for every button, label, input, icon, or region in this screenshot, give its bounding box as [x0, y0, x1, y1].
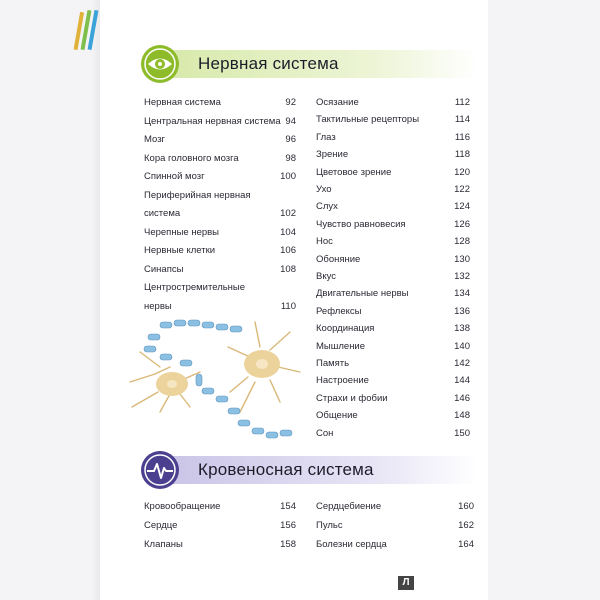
section-header-nervous: [140, 46, 478, 82]
toc-entry-title: Кровообращение: [144, 501, 221, 512]
toc-entry-title: Глаз: [316, 131, 336, 143]
toc-entry-title: Двигательные нервы: [316, 288, 409, 300]
toc-entry-page-number: 128: [454, 236, 470, 248]
toc-entry-title: Мозг: [144, 134, 166, 145]
toc-entry-page-number: 136: [454, 305, 470, 317]
toc-entry[interactable]: [316, 148, 470, 165]
toc-entry-title: Вкус: [316, 271, 336, 282]
toc-entry[interactable]: [316, 519, 474, 538]
toc-entry-title: Страхи и фобии: [316, 392, 388, 404]
toc-entry-title: Пульс: [316, 520, 343, 531]
toc-entry[interactable]: [144, 189, 296, 226]
toc-entry[interactable]: [144, 263, 296, 282]
toc-entry[interactable]: [316, 357, 470, 374]
toc-entry-page-number: 164: [458, 539, 474, 550]
toc-entry-page-number: 116: [454, 131, 470, 143]
toc-entry-page-number: 100: [280, 171, 296, 182]
toc-entry-title: Слух: [316, 201, 338, 213]
toc-entry-title: Спинной мозг: [144, 171, 205, 182]
toc-entry-title: Осязание: [316, 97, 359, 108]
toc-entry-page-number: 122: [454, 184, 470, 195]
toc-entry-page-number: 124: [454, 201, 470, 213]
toc-entry-title: Тактильные рецепторы: [316, 114, 420, 126]
toc-entry[interactable]: [316, 200, 470, 217]
toc-entry-page-number: 114: [454, 114, 470, 126]
toc-entry-title: Клапаны: [144, 539, 183, 550]
toc-entry-page-number: 134: [454, 288, 470, 300]
toc-entry[interactable]: [316, 409, 470, 426]
toc-column-left: [144, 500, 296, 560]
toc-entry[interactable]: [316, 287, 470, 304]
toc-entry-title: Общение: [316, 410, 358, 422]
toc-entry[interactable]: [144, 538, 296, 557]
toc-entry-page-number: 138: [454, 323, 470, 335]
toc-entry-page-number: 108: [280, 263, 296, 275]
toc-entry-page-number: 156: [280, 520, 296, 531]
toc-entry-page-number: 104: [280, 226, 296, 238]
toc-entry-page-number: 102: [280, 208, 296, 219]
toc-entry-page-number: 96: [285, 134, 296, 145]
toc-entry-page-number: 140: [454, 340, 470, 352]
toc-entry-title: Ухо: [316, 184, 332, 195]
toc-entry-title: Синапсы: [144, 263, 184, 275]
corner-mark: Л: [398, 576, 414, 590]
toc-entry[interactable]: [316, 305, 470, 322]
toc-entry-page-number: 98: [285, 152, 296, 164]
toc-entry[interactable]: [144, 244, 296, 263]
toc-entry-page-number: 112: [454, 97, 470, 108]
toc-entry[interactable]: [144, 152, 296, 171]
neuron-illustration: [120, 312, 310, 452]
toc-entry-page-number: 118: [454, 149, 470, 161]
toc-entry[interactable]: [144, 115, 296, 134]
toc-entry[interactable]: [144, 500, 296, 519]
toc-entry[interactable]: [144, 170, 296, 189]
toc-entry[interactable]: [316, 270, 470, 287]
toc-column-right: [316, 500, 474, 560]
toc-entry-title: Черепные нервы: [144, 226, 220, 238]
section-title: Кровеносная система: [198, 460, 374, 479]
toc-entry-title: Мышление: [316, 340, 366, 352]
toc-entry-page-number: 150: [454, 427, 470, 439]
toc-entry-title: Нервная система: [144, 97, 221, 108]
toc-entry[interactable]: [144, 519, 296, 538]
toc-entry[interactable]: [316, 183, 470, 200]
toc-entry[interactable]: [316, 96, 470, 113]
toc-entry[interactable]: [316, 113, 470, 130]
toc-entry[interactable]: [316, 340, 470, 357]
toc-entry-title-continued: нервы: [144, 300, 172, 312]
toc-entry-page-number: 94: [285, 115, 296, 127]
toc-entry[interactable]: [316, 427, 470, 444]
toc-entry-title: Кора головного мозга: [144, 152, 239, 164]
toc-entry[interactable]: [316, 538, 474, 557]
toc-entry[interactable]: [316, 131, 470, 148]
toc-entry[interactable]: [316, 235, 470, 252]
toc-entry-page-number: 106: [280, 245, 296, 256]
toc-entry-title: Периферийная нервная: [144, 189, 251, 201]
toc-entry-page-number: 146: [454, 392, 470, 404]
toc-entry[interactable]: [316, 374, 470, 391]
toc-entry[interactable]: [144, 226, 296, 245]
toc-entry-page-number: 144: [454, 375, 470, 387]
toc-entry-page-number: 110: [280, 300, 296, 312]
toc-entry-page-number: 142: [454, 358, 470, 369]
toc-entry-title: Память: [316, 358, 350, 369]
toc-entry-page-number: 154: [280, 501, 296, 512]
toc-entry-page-number: 160: [458, 501, 474, 512]
toc-entry[interactable]: [316, 392, 470, 409]
toc-entry-title: Настроение: [316, 375, 369, 387]
toc-entry-title: Чувство равновесия: [316, 218, 406, 230]
section-title: Нервная система: [198, 54, 339, 73]
toc-entry-page-number: 148: [454, 410, 470, 422]
toc-entry-title-continued: система: [144, 208, 181, 219]
toc-entry[interactable]: [316, 166, 470, 183]
eye-icon: [140, 44, 180, 84]
toc-entry-title: Обоняние: [316, 253, 361, 265]
section-header-circulatory: [140, 452, 478, 488]
toc-entry[interactable]: [316, 253, 470, 270]
toc-entry-title: Сердцебиение: [316, 501, 382, 512]
toc-entry-title: Центральная нервная система: [144, 115, 281, 127]
toc-column-left: [144, 96, 296, 316]
toc-column-right: [316, 96, 470, 446]
toc-entry[interactable]: [316, 322, 470, 339]
toc-entry-page-number: 120: [454, 166, 470, 178]
toc-entry-title: Сердце: [144, 520, 178, 531]
toc-entry-page-number: 92: [285, 97, 296, 108]
toc-entry[interactable]: [316, 500, 474, 519]
toc-entry[interactable]: [144, 96, 296, 115]
toc-entry-title: Болезни сердца: [316, 539, 387, 550]
toc-entry-page-number: 126: [454, 218, 470, 230]
toc-entry-page-number: 158: [280, 539, 296, 550]
toc-entry-title: Зрение: [316, 149, 349, 161]
toc-entry-page-number: 130: [454, 253, 470, 265]
toc-entry-page-number: 132: [454, 271, 470, 282]
pencils-decoration: [70, 10, 110, 55]
toc-entry[interactable]: [316, 218, 470, 235]
toc-entry-title: Рефлексы: [316, 305, 362, 317]
toc-entry-title: Центростремительные: [144, 282, 246, 293]
toc-entry[interactable]: [144, 133, 296, 152]
heartbeat-icon: [140, 450, 180, 490]
toc-entry-page-number: 162: [458, 520, 474, 531]
toc-entry-title: Сон: [316, 427, 334, 439]
toc-entry-title: Нервные клетки: [144, 245, 216, 256]
toc-entry-title: Координация: [316, 323, 375, 335]
toc-entry-title: Нос: [316, 236, 333, 248]
toc-entry-title: Цветовое зрение: [316, 166, 392, 178]
